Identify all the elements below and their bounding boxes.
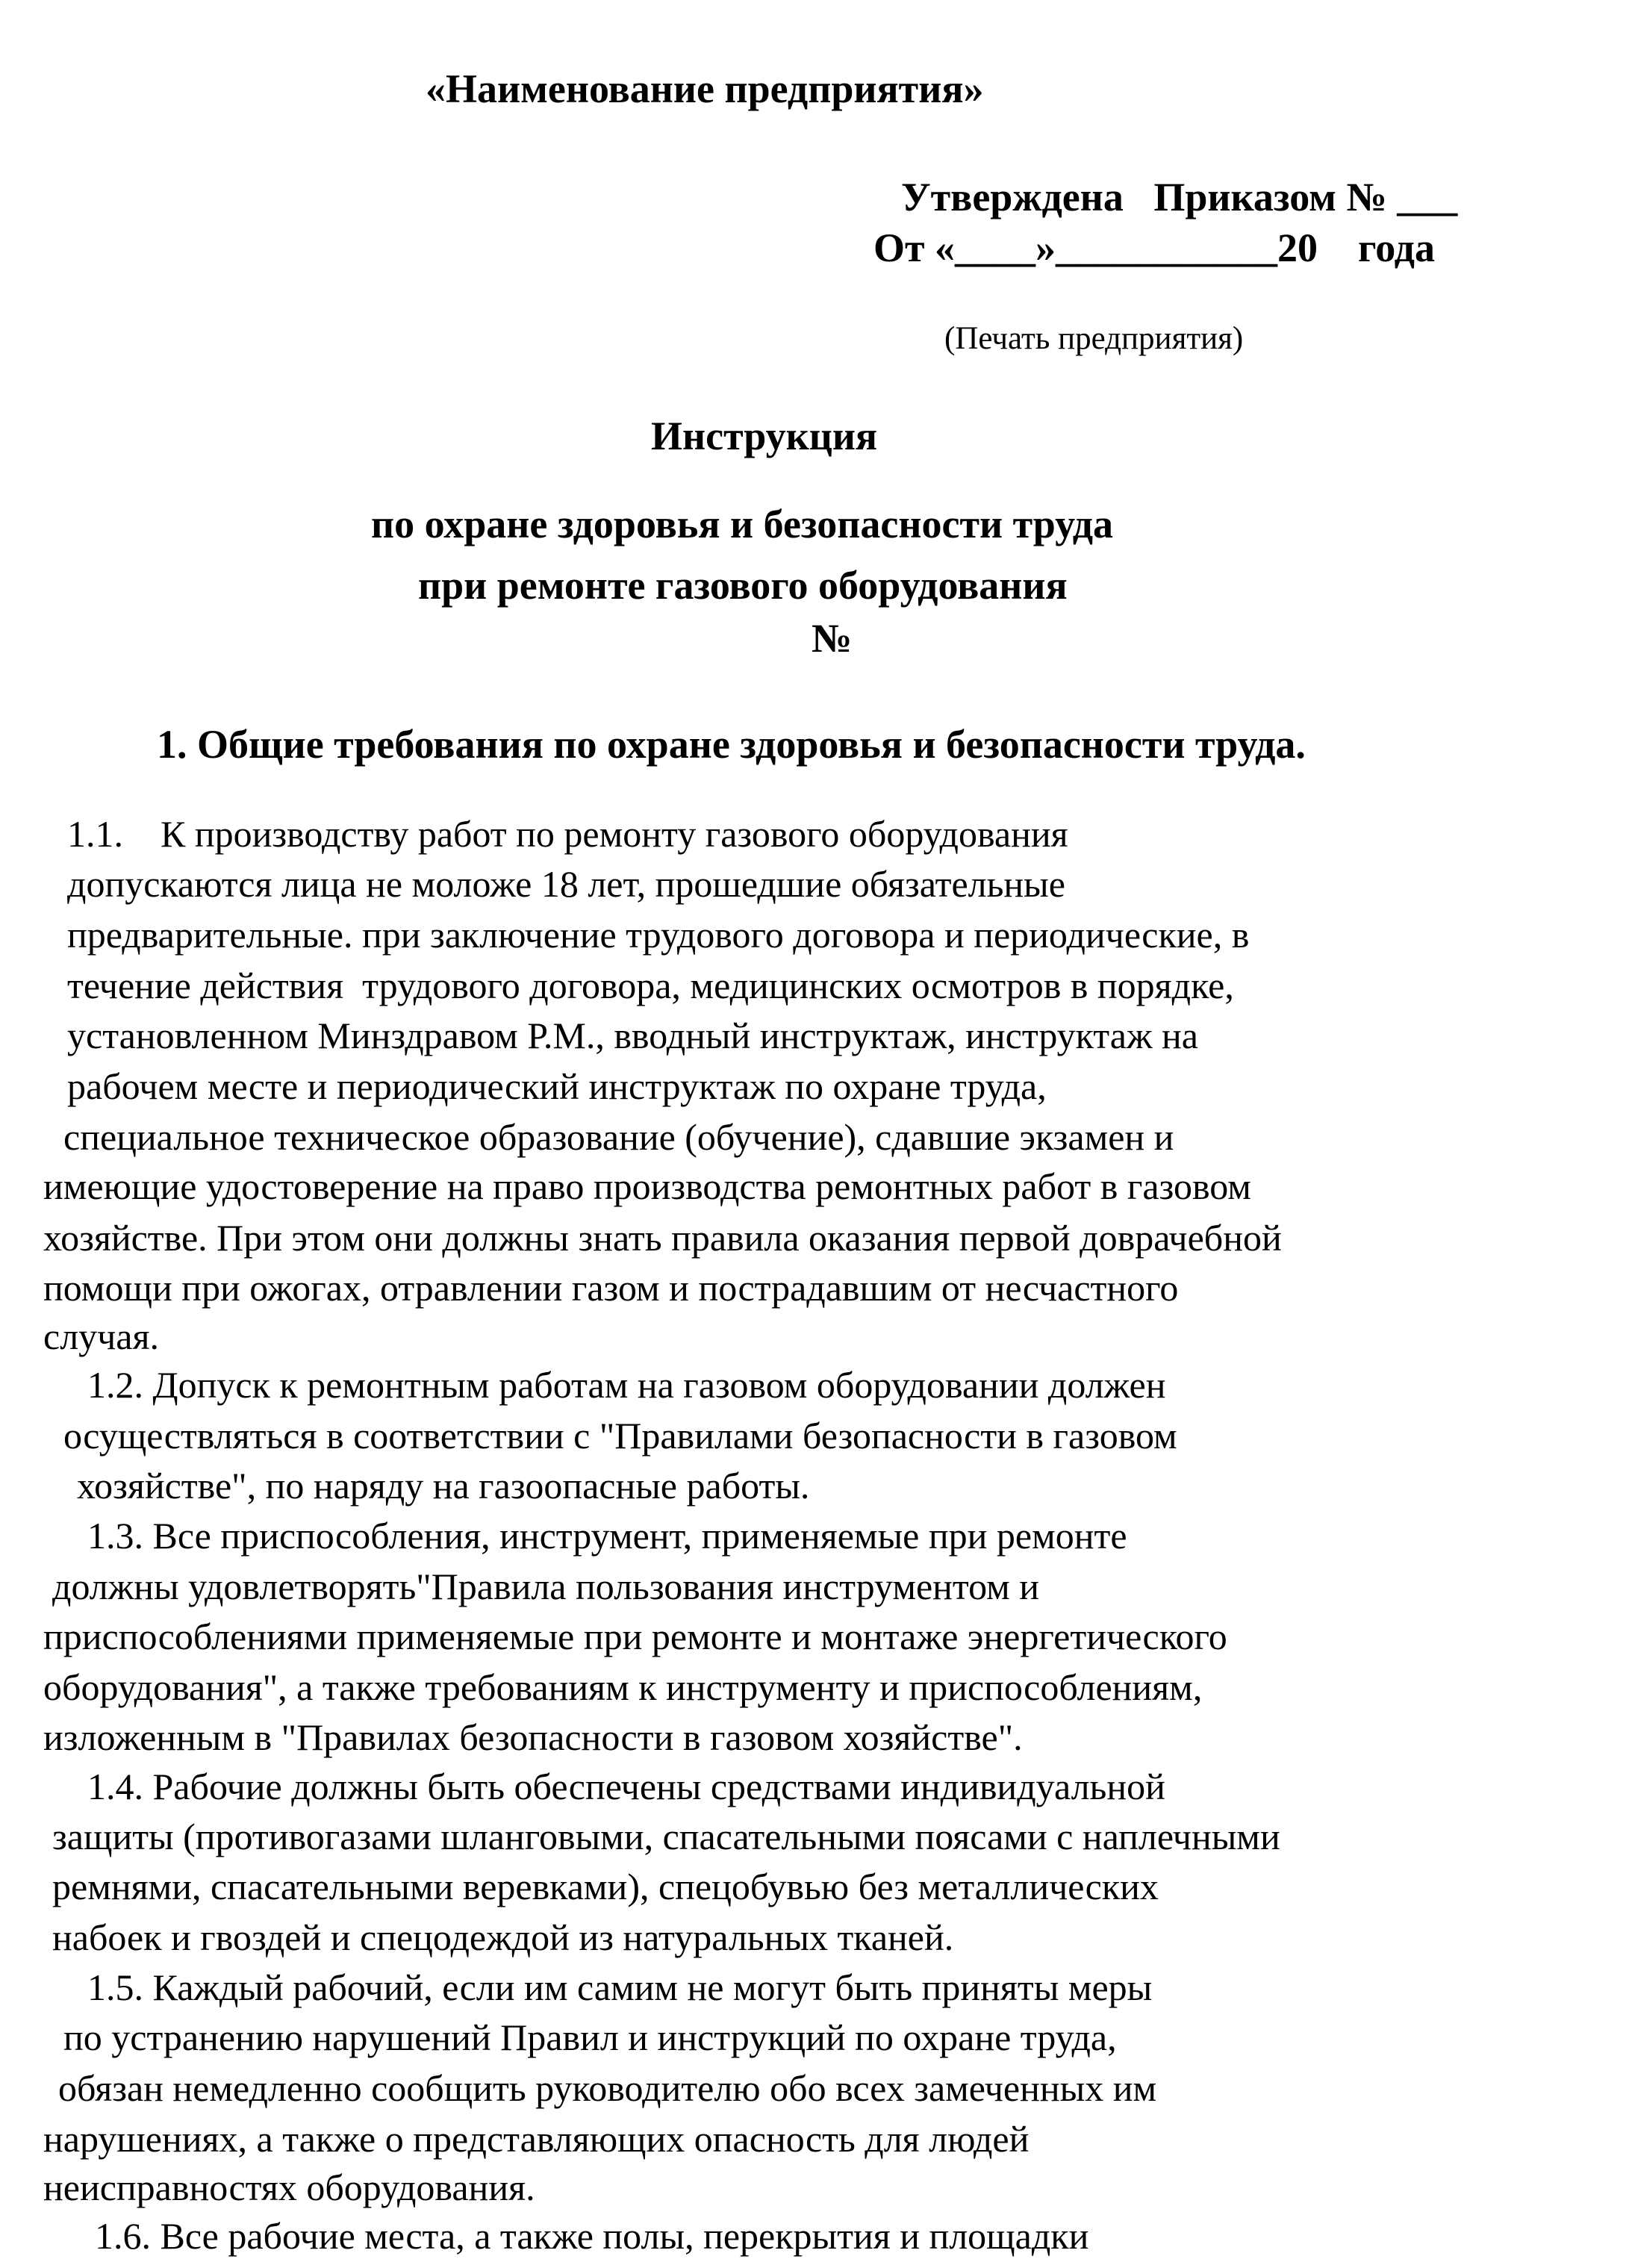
text-line: 1.3. Все приспособления, инструмент, применяемые при ремонте [87, 1515, 1127, 1557]
approval-line-2: От «____»___________20 года [873, 225, 1435, 270]
text-line: нарушениях, а также о представляющих опасность для людей [43, 2118, 1030, 2160]
text-line: должны удовлетворять"Правила пользования инструментом и [52, 1566, 1040, 1607]
stamp-note: (Печать предприятия) [944, 321, 1244, 356]
approval-line-1: Утверждена Приказом № ___ [901, 175, 1458, 219]
text-line: предварительные. при заключение трудового договора и периодические, в [67, 914, 1250, 956]
text-line: допускаются лица не моложе 18 лет, прошедшие обязательные [67, 863, 1065, 905]
doc-subtitle-2: при ремонте газового оборудования [418, 563, 1068, 608]
doc-subtitle-1: по охране здоровья и безопасности труда [371, 502, 1114, 546]
text-line: обязан немедленно сообщить руководителю обо всех замеченных им [58, 2067, 1157, 2109]
text-line: имеющие удостоверение на право производства ремонтных работ в газовом [43, 1165, 1251, 1207]
text-line: хозяйстве. При этом они должны знать правила оказания первой доврачебной [43, 1217, 1282, 1259]
section-heading: 1. Общие требования по охране здоровья и безопасности труда. [157, 722, 1306, 767]
text-line: 1.1. К производству работ по ремонту газового оборудования [67, 813, 1068, 855]
text-line: осуществляться в соответствии с "Правилами безопасности в газовом [63, 1415, 1177, 1457]
doc-title: Инструкция [651, 414, 878, 458]
text-line: случая. [43, 1315, 159, 1357]
text-line: изложенным в "Правилах безопасности в газовом хозяйстве". [43, 1716, 1023, 1758]
text-line: специальное техническое образование (обучение), сдавшие экзамен и [63, 1116, 1174, 1158]
text-line: приспособлениями применяемые при ремонте и монтаже энергетического [43, 1616, 1227, 1657]
text-line: рабочем месте и периодический инструктаж по охране труда, [67, 1065, 1047, 1107]
text-line: оборудования", а также требованиям к инструменту и приспособлениям, [43, 1666, 1203, 1708]
text-line: ремнями, спасательными веревками), спецобувью без металлических [52, 1866, 1159, 1907]
text-line: защиты (противогазами шланговыми, спасательными поясами с наплечными [52, 1816, 1280, 1857]
text-line: 1.5. Каждый рабочий, если им самим не могут быть приняты меры [87, 1966, 1153, 2008]
text-line: 1.6. Все рабочие места, а также полы, перекрытия и площадки [95, 2215, 1089, 2257]
text-line: установленном Минздравом Р.М., вводный инструктаж, инструктаж на [67, 1015, 1198, 1056]
text-line: 1.2. Допуск к ремонтным работам на газовом оборудовании должен [87, 1364, 1166, 1406]
text-line: 1.4. Рабочие должны быть обеспечены средствами индивидуальной [87, 1766, 1165, 1807]
company-name: «Наименование предприятия» [426, 66, 984, 111]
text-line: по устранению нарушений Правил и инструкций по охране труда, [63, 2016, 1117, 2058]
text-line: помощи при ожогах, отравлении газом и пострадавшим от несчастного [43, 1267, 1179, 1309]
text-line: течение действия трудового договора, медицинских осмотров в порядке, [67, 965, 1234, 1006]
doc-number-sign: № [812, 616, 853, 661]
text-line: хозяйстве", по наряду на газоопасные работы. [77, 1465, 810, 1507]
text-line: набоек и гвоздей и спецодеждой из натуральных тканей. [52, 1916, 954, 1958]
text-line: неисправностях оборудования. [43, 2166, 535, 2208]
